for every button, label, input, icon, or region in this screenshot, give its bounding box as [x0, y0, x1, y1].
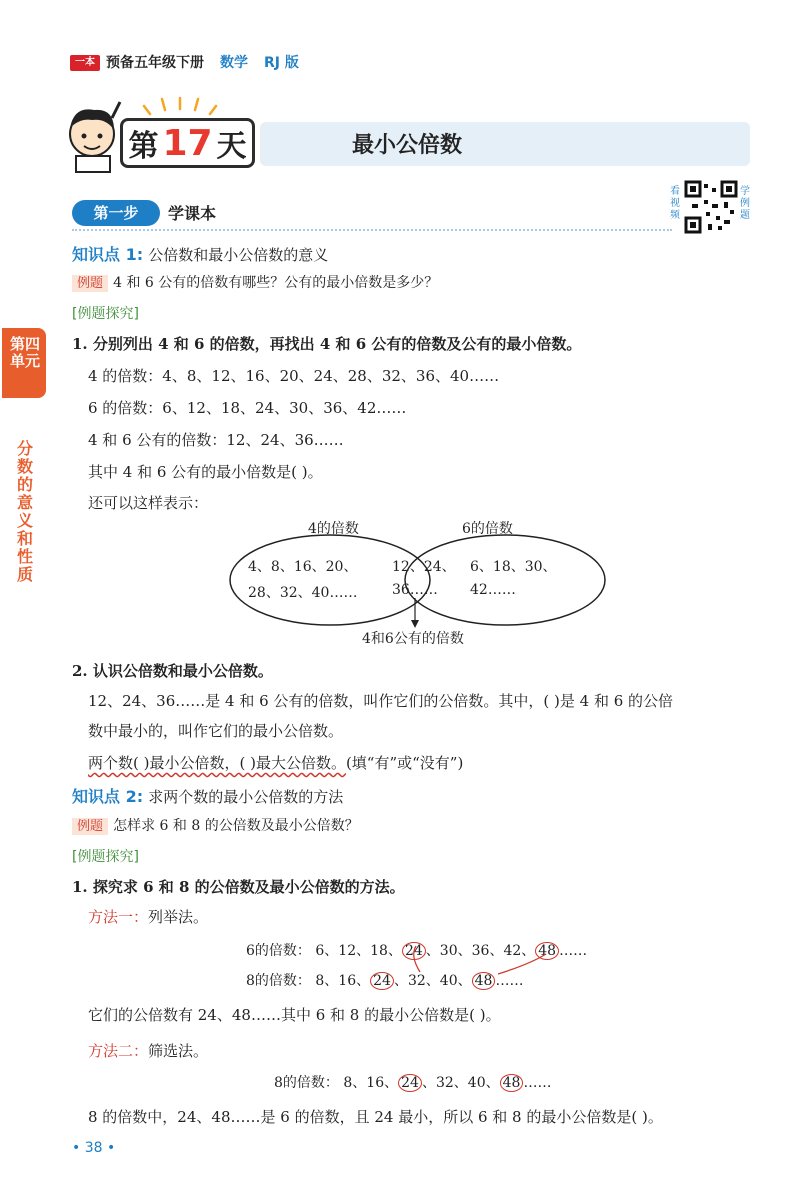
venn-right-line2: 42……: [470, 582, 516, 598]
title-brush-decoration: [260, 122, 750, 166]
row8b-separator: 、: [352, 1075, 367, 1091]
venn-left-line2: 28、32、40……: [248, 585, 358, 601]
s1-title: 1. 分别列出 4 和 6 的倍数，再找出 4 和 6 公有的倍数及公有的最小倍数。: [72, 335, 582, 353]
venn-left-ellipse: [230, 535, 430, 625]
s2-para1: 12、24、36……是 4 和 6 公有的倍数，叫作它们的公倍数。其中，( )是 4 和 6 的公倍: [88, 692, 674, 710]
subject-label: 数学: [220, 55, 248, 71]
venn-arrow-head: [411, 620, 419, 628]
row6-value: 6: [315, 943, 325, 959]
day-number: 17: [162, 122, 213, 164]
method2-conclusion: 8 的倍数中，24、48……是 6 的倍数，且 24 最小，所以 6 和 8 的最小公倍数是( )。: [88, 1108, 663, 1126]
s2-para2: 数中最小的，叫作它们的最小公倍数。: [88, 722, 344, 740]
s1-line1: 4 的倍数：4、8、12、16、20、24、28、32、36、40……: [88, 367, 500, 385]
day-badge: [120, 118, 255, 168]
s3-title: 1. 探究求 6 和 8 的公倍数及最小公倍数的方法。: [72, 878, 405, 896]
row8b-label: 8的倍数：: [274, 1075, 339, 1091]
explore2-label: [例题探究]: [72, 849, 139, 865]
row8-value: 8: [315, 973, 325, 989]
row8-value: 48: [472, 972, 496, 990]
row6-separator: ……: [559, 943, 588, 959]
row8b-value: 32: [435, 1075, 454, 1091]
boy-mascot-icon: [62, 98, 126, 174]
row6-value: 30: [439, 943, 458, 959]
row6-value: 42: [503, 943, 522, 959]
example1-text: 4 和 6 公有的倍数有哪些？公有的最小倍数是多少？: [113, 275, 439, 291]
row6-value: 12: [338, 943, 357, 959]
kp1-label: 知识点 1:: [72, 245, 144, 264]
row8-separator: 、: [393, 973, 408, 989]
row6-separator: 、: [457, 943, 472, 959]
venn-right-ellipse: [405, 535, 605, 625]
day-prefix: 第: [128, 129, 159, 164]
row8b-value: 16: [366, 1075, 385, 1091]
row8-value: 32: [407, 973, 426, 989]
row8b-value: 48: [500, 1074, 524, 1092]
step-title: 学课本: [168, 204, 217, 223]
row8-value: 40: [439, 973, 458, 989]
row6-separator: 、: [521, 943, 536, 959]
lesson-title: 最小公倍数: [352, 133, 463, 158]
explore1-label: [例题探究]: [72, 306, 139, 322]
row8b-value: 24: [398, 1074, 422, 1092]
row8-separator: 、: [457, 973, 472, 989]
row8b-value: 40: [467, 1075, 486, 1091]
row8-label: 8的倍数：: [246, 973, 311, 989]
example2-tag: 例题: [72, 818, 108, 835]
s2-title: 2. 认识公倍数和最小公倍数。: [72, 662, 273, 680]
row8b-separator: 、: [421, 1075, 436, 1091]
kp1-text: 公倍数和最小公倍数的意义: [148, 246, 329, 264]
method1-conclusion: 它们的公倍数有 24、48……其中 6 和 8 的最小公倍数是( )。: [88, 1006, 501, 1024]
row6-value: 36: [471, 943, 490, 959]
row6-label: 6的倍数：: [246, 943, 311, 959]
brand-logo: 一本: [70, 55, 100, 71]
connection-lines: [380, 934, 570, 996]
row8-separator: 、: [324, 973, 339, 989]
venn-left-line1: 4、8、16、20、: [248, 559, 358, 575]
venn-right-label: 6的倍数: [462, 521, 513, 537]
venn-mid-line2: 36……: [392, 582, 438, 598]
row8b-separator: 、: [485, 1075, 500, 1091]
kp2-label: 知识点 2:: [72, 787, 144, 806]
venn-left-label: 4的倍数: [308, 521, 359, 537]
method1-label: 方法一：: [88, 908, 149, 926]
sun-rays-decoration: [140, 96, 220, 116]
method1-text: 列举法。: [148, 908, 209, 926]
method2-text: 筛选法。: [148, 1042, 209, 1060]
venn-right-line1: 6、18、30、: [470, 559, 557, 575]
row8b-separator: ……: [523, 1075, 552, 1091]
row6-separator: 、: [324, 943, 339, 959]
example2-text: 怎样求 6 和 8 的公倍数及最小公倍数？: [113, 818, 359, 834]
qr-caption-left: 看视频: [670, 186, 680, 221]
row6-separator: 、: [387, 943, 402, 959]
qr-code-icon[interactable]: [684, 180, 738, 234]
row8b-separator: 、: [384, 1075, 399, 1091]
step-divider: [72, 229, 672, 231]
row8-value: 16: [338, 973, 357, 989]
unit-tab-label: 第四单元: [9, 335, 40, 370]
row6-value: 24: [402, 942, 426, 960]
example1-tag: 例题: [72, 275, 108, 292]
method2-label: 方法二：: [88, 1042, 149, 1060]
page-number: • 38 •: [72, 1140, 116, 1156]
row8b-separator: 、: [453, 1075, 468, 1091]
s1-line4: 其中 4 和 6 公有的最小倍数是( )。: [88, 463, 323, 481]
qr-caption-right: 学例题: [740, 186, 750, 221]
s2-para3-hint: (填“有”或“没有”): [345, 754, 464, 772]
s1-line5: 还可以这样表示：: [88, 494, 209, 512]
edition-label: RJ 版: [264, 55, 299, 71]
s1-line2: 6 的倍数：6、12、18、24、30、36、42……: [88, 399, 407, 417]
venn-bottom-label: 4和6公有的倍数: [362, 631, 464, 647]
row6-separator: 、: [356, 943, 371, 959]
kp2-text: 求两个数的最小公倍数的方法: [148, 788, 344, 806]
s1-line3: 4 和 6 公有的倍数：12、24、36……: [88, 431, 344, 449]
row8-separator: ……: [495, 973, 524, 989]
series-title: 预备五年级下册: [106, 55, 204, 71]
row8-value: 24: [370, 972, 394, 990]
venn-mid-line1: 12、24、: [392, 559, 456, 575]
row6-separator: 、: [489, 943, 504, 959]
step-pill: 第一步: [72, 200, 160, 226]
row8-separator: 、: [356, 973, 371, 989]
row6-separator: 、: [425, 943, 440, 959]
row6-value: 48: [535, 942, 559, 960]
row8b-value: 8: [343, 1075, 353, 1091]
row8-separator: 、: [425, 973, 440, 989]
unit-topic-label: 分数的意义和性质: [16, 439, 33, 584]
s2-para3-question: 两个数( )最小公倍数，( )最大公倍数。: [88, 754, 346, 772]
row6-value: 18: [370, 943, 388, 959]
day-suffix: 天: [216, 129, 247, 164]
multiples-of-8-row-b: [274, 1072, 551, 1092]
